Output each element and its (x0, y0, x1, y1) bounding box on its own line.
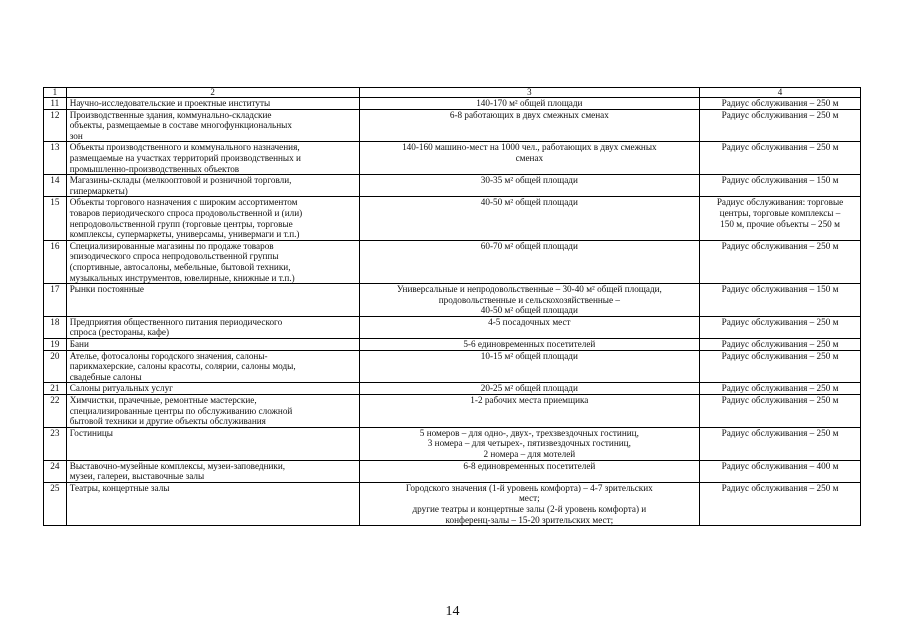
cell-text-line: 60-70 м² общей площади (480, 240, 578, 251)
service-radius-cell (700, 316, 861, 338)
object-name-cell (66, 350, 359, 383)
cell-text-line: музыкальных инструментов, ювелирные, книжные и т.п.) (69, 272, 295, 283)
service-radius-cell (700, 350, 861, 383)
row-number: 19 (44, 339, 67, 351)
cell-text-line: Радиус обслуживания – 250 м (721, 98, 839, 108)
row-number: 18 (44, 316, 67, 338)
cell-text-line: Научно-исследовательские и проектные институты (69, 98, 271, 108)
cell-text-line: объекты, размещаемые в составе многофункциональных (69, 120, 292, 131)
cell-text-line: свадебные салоны (69, 371, 142, 382)
norm-cell (359, 175, 699, 197)
cell-text-line: эпизодического спроса непродовольственной группы (69, 251, 279, 262)
cell-text-line: центры, торговые комплексы – (719, 207, 841, 218)
cell-text-line: 40-50 м² общей площади (480, 197, 578, 208)
norm-cell (359, 339, 699, 351)
cell-text-line: зон (69, 130, 83, 141)
row-number: 24 (44, 460, 67, 482)
table-row (44, 383, 861, 395)
cell-text-line: промышленно-производственных объектов (69, 163, 240, 174)
cell-text-line: размещаемые на участках территорий производственных и (69, 152, 301, 163)
cell-text-line: Химчистки, прачечные, ремонтные мастерские, (69, 395, 257, 406)
cell-text-line: 2 номера – для мотелей (483, 449, 576, 459)
object-name-cell (66, 383, 359, 395)
cell-text-line: 4-5 посадочных мест (488, 316, 571, 327)
cell-text-line: 5-6 единовременных посетителей (463, 339, 596, 350)
header-col-3: 3 (359, 88, 699, 98)
object-name-cell (66, 98, 359, 110)
service-radius-cell (700, 383, 861, 395)
norm-cell (359, 316, 699, 338)
table-row (44, 197, 861, 240)
object-name-cell (66, 460, 359, 482)
object-name-cell (66, 109, 359, 142)
table-row (44, 284, 861, 317)
cell-text-line: Радиус обслуживания: торговые (716, 197, 844, 208)
table-row (44, 142, 861, 175)
row-number: 14 (44, 175, 67, 197)
cell-text-line: другие театры и концертные залы (2-й уровень комфорта) и (412, 503, 647, 514)
cell-text-line: парикмахерские, салоны красоты, солярии, салоны моды, (69, 361, 296, 372)
service-radius-cell (700, 284, 861, 317)
row-number: 15 (44, 197, 67, 240)
table-header (44, 88, 861, 98)
table-row (44, 350, 861, 383)
table-row (44, 175, 861, 197)
cell-text-line: 40-50 м² общей площади (480, 305, 578, 316)
cell-text-line: Театры, концертные залы (69, 482, 170, 493)
norm-cell (359, 395, 699, 428)
cell-text-line: Универсальные и непродовольственные – 30-40 м² общей площади, (396, 284, 662, 295)
row-number: 17 (44, 284, 67, 317)
cell-text-line: 140-160 машино-мест на 1000 чел., работающих в двух смежных (402, 142, 657, 153)
service-radius-cell (700, 395, 861, 428)
service-radius-cell (700, 339, 861, 351)
header-row (44, 88, 861, 98)
header-col-2: 2 (66, 88, 359, 98)
table-row (44, 240, 861, 283)
service-radius-cell (700, 109, 861, 142)
cell-text-line: Бани (69, 339, 89, 350)
cell-text-line: гипермаркеты) (69, 185, 128, 196)
cell-text-line: Радиус обслуживания – 250 м (721, 350, 839, 361)
cell-text-line: 6-8 единовременных посетителей (463, 460, 596, 471)
cell-text-line: Салоны ритуальных услуг (69, 383, 173, 394)
service-radius-cell (700, 197, 861, 240)
object-name-cell (66, 197, 359, 240)
object-name-cell (66, 427, 359, 460)
cell-text-line: Рынки постоянные (69, 284, 145, 295)
cell-text-line: мест; (518, 493, 540, 504)
cell-text-line: Производственные здания, коммунально-складские (69, 109, 272, 120)
standards-table (43, 87, 861, 526)
cell-text-line: 5 номеров – для одно-, двух-, трехзвездочных гостиниц, (419, 427, 639, 438)
object-name-cell (66, 240, 359, 283)
object-name-cell (66, 284, 359, 317)
norm-cell (359, 142, 699, 175)
table-row (44, 98, 861, 110)
service-radius-cell (700, 460, 861, 482)
row-number: 21 (44, 383, 67, 395)
cell-text-line: конференц-залы – 15-20 зрительских мест; (445, 514, 614, 525)
norm-cell (359, 284, 699, 317)
cell-text-line: Радиус обслуживания – 250 м (721, 109, 839, 120)
object-name-cell (66, 339, 359, 351)
table-row (44, 109, 861, 142)
object-name-cell (66, 142, 359, 175)
service-radius-cell (700, 98, 861, 110)
cell-text-line: Радиус обслуживания – 250 м (721, 395, 839, 406)
cell-text-line: Радиус обслуживания – 250 м (721, 383, 839, 394)
row-number: 22 (44, 395, 67, 428)
cell-text-line: комплексы, супермаркеты, универсамы, универмаги и т.п.) (69, 229, 300, 240)
cell-text-line: Радиус обслуживания – 250 м (721, 142, 839, 153)
cell-text-line: непродовольственной групп (торговые центры, торговые (69, 218, 293, 229)
cell-text-line: Радиус обслуживания – 150 м (721, 175, 839, 186)
object-name-cell (66, 482, 359, 525)
cell-text-line: продовольственные и сельскохозяйственные – (438, 294, 620, 305)
table-row (44, 482, 861, 525)
cell-text-line: Радиус обслуживания – 250 м (721, 316, 839, 327)
cell-text-line: Радиус обслуживания – 250 м (721, 339, 839, 350)
cell-text-line: 6-8 работающих в двух смежных сменах (449, 109, 609, 120)
row-number: 20 (44, 350, 67, 383)
norm-cell (359, 109, 699, 142)
service-radius-cell (700, 427, 861, 460)
norm-cell (359, 482, 699, 525)
cell-text-line: Выставочно-музейные комплексы, музеи-заповедники, (69, 460, 286, 471)
table-body (44, 98, 861, 526)
object-name-cell (66, 395, 359, 428)
cell-text-line: (спортивные, автосалоны, мебельные, бытовой техники, (69, 261, 291, 272)
service-radius-cell (700, 142, 861, 175)
table-row (44, 395, 861, 428)
cell-text-line: 30-35 м² общей площади (480, 175, 578, 186)
row-number: 12 (44, 109, 67, 142)
cell-text-line: Объекты торгового назначения с широким ассортиментом (69, 197, 298, 208)
cell-text-line: 150 м, прочие объекты – 250 м (720, 218, 840, 229)
cell-text-line: 140-170 м² общей площади (476, 98, 583, 108)
service-radius-cell (700, 240, 861, 283)
table-row (44, 460, 861, 482)
cell-text-line: спроса (рестораны, кафе) (69, 327, 170, 338)
norm-cell (359, 460, 699, 482)
row-number: 13 (44, 142, 67, 175)
norm-cell (359, 197, 699, 240)
table-row (44, 427, 861, 460)
cell-text-line: Объекты производственного и коммунального назначения, (69, 142, 300, 153)
cell-text-line: товаров периодического спроса продовольственной и (или) (69, 207, 303, 218)
norm-cell (359, 427, 699, 460)
header-col-1: 1 (44, 88, 67, 98)
cell-text-line: 3 номера – для четырех-, пятизвездочных гостиниц, (427, 438, 631, 449)
norm-cell (359, 98, 699, 110)
cell-text-line: 1-2 рабочих места приемщика (470, 395, 589, 406)
object-name-cell (66, 316, 359, 338)
cell-text-line: Ателье, фотосалоны городского значения, салоны- (69, 350, 268, 361)
row-number: 25 (44, 482, 67, 525)
cell-text-line: бытовой техники и другие объекты обслуживания (69, 416, 266, 427)
page-number: 14 (445, 604, 460, 619)
row-number: 11 (44, 98, 67, 110)
cell-text-line: Предприятия общественного питания периодического (69, 316, 283, 327)
cell-text-line: 20-25 м² общей площади (480, 383, 578, 394)
cell-text-line: Радиус обслуживания – 400 м (721, 460, 839, 471)
norm-cell (359, 240, 699, 283)
cell-text-line: Радиус обслуживания – 250 м (721, 427, 839, 438)
cell-text-line: Специализированные магазины по продаже товаров (69, 240, 274, 251)
norm-cell (359, 383, 699, 395)
row-number: 23 (44, 427, 67, 460)
cell-text-line: Радиус обслуживания – 150 м (721, 284, 839, 295)
norm-cell (359, 350, 699, 383)
table-row (44, 316, 861, 338)
cell-text-line: Радиус обслуживания – 250 м (721, 240, 839, 251)
cell-text-line: музеи, галереи, выставочные залы (69, 471, 205, 482)
service-radius-cell (700, 175, 861, 197)
table-row (44, 339, 861, 351)
service-radius-cell (700, 482, 861, 525)
cell-text-line: 10-15 м² общей площади (480, 350, 578, 361)
cell-text-line: Радиус обслуживания – 250 м (721, 482, 839, 493)
cell-text-line: Магазины-склады (мелкооптовой и розничной торговли, (69, 175, 292, 186)
row-number: 16 (44, 240, 67, 283)
cell-text-line: специализированные центры по обслуживанию сложной (69, 405, 293, 416)
cell-text-line: Гостиницы (69, 427, 113, 438)
cell-text-line: Городского значения (1-й уровень комфорта) – 4-7 зрительских (405, 482, 653, 493)
object-name-cell (66, 175, 359, 197)
header-col-4: 4 (700, 88, 861, 98)
cell-text-line: сменах (515, 152, 544, 163)
